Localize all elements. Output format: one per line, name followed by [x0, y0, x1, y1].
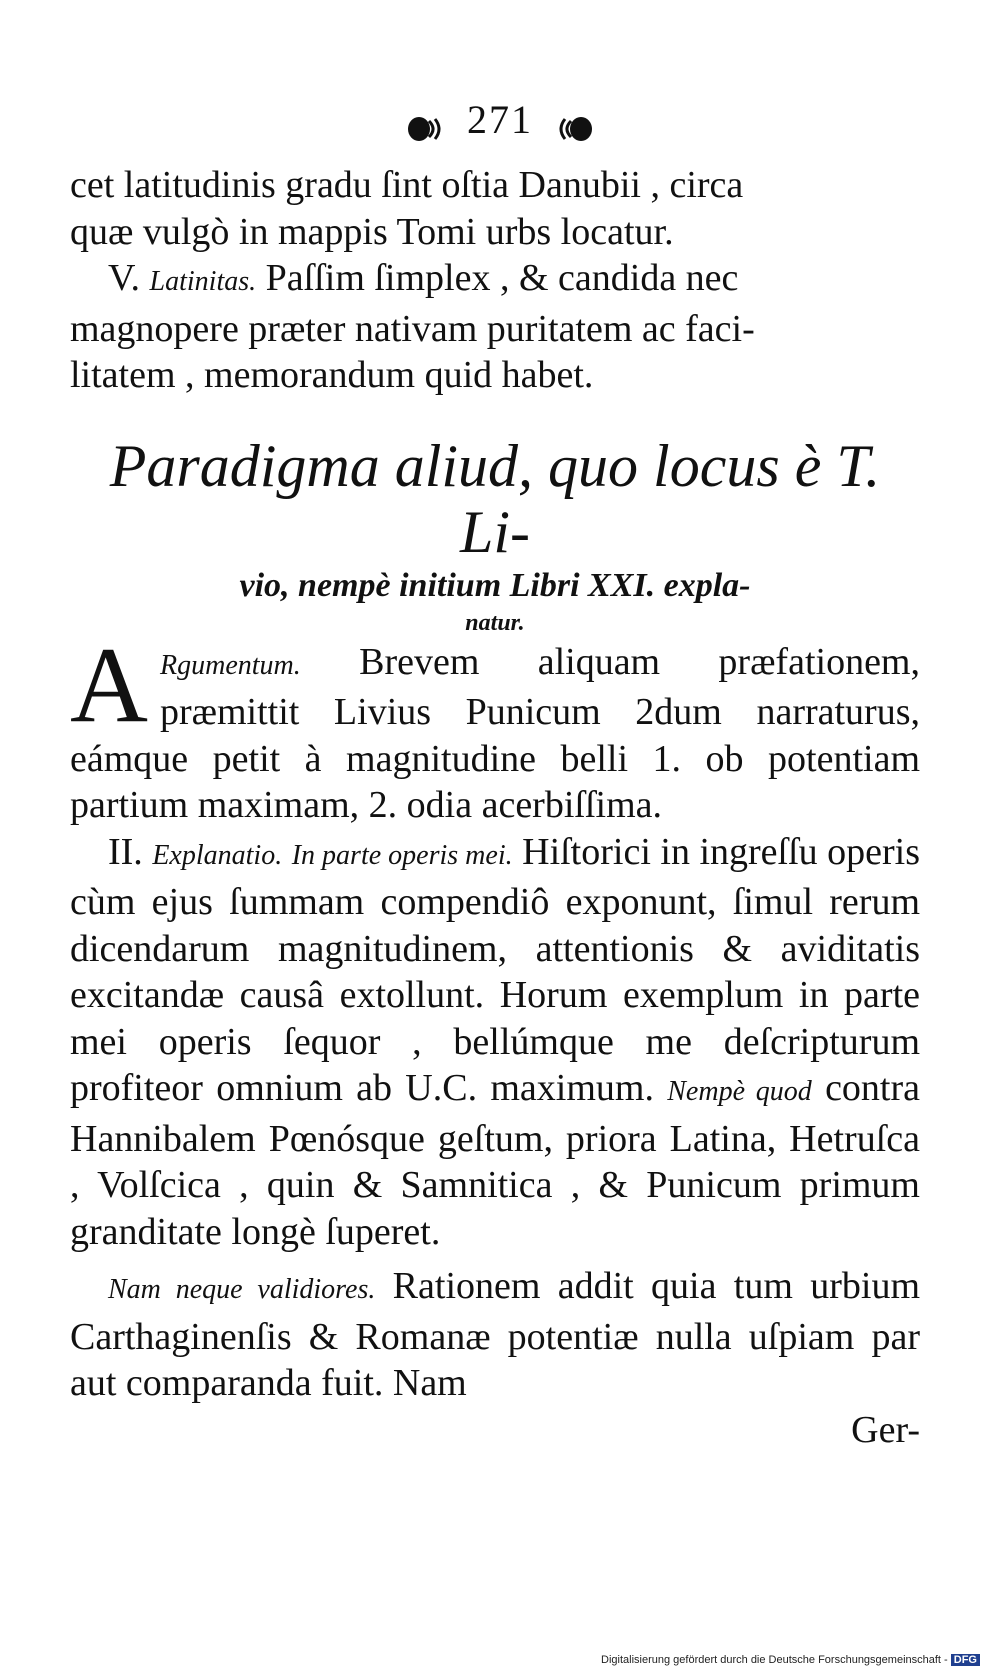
drop-cap: A — [70, 625, 148, 745]
nam-text: Rationem addit quia tum urbium Carthaginenſis & Romanæ potentiæ nulla uſpiam par aut comparanda fuit. Nam — [70, 1265, 920, 1404]
title-line-2: vio, nempè initium Libri XXI. expla- — [239, 566, 751, 604]
argument-paragraph — [70, 625, 920, 829]
text-line: cet latitudinis gradu ſint oſtia Danubii , circa — [70, 164, 744, 206]
explanation-paragraph — [70, 829, 920, 1256]
nam-paragraph — [70, 1263, 920, 1407]
footer-text: Digitalisierung gefördert durch die Deutsche Forschungsgemeinschaft - — [601, 1654, 948, 1666]
page-number: 271 — [467, 97, 533, 143]
explanation-number: II. — [108, 830, 143, 873]
page-header — [0, 92, 1000, 143]
catchword: Ger- — [851, 1408, 920, 1451]
explanation-text: Hiſtorici in ingreſſu operis cùm ejus ſummam compendiô exponunt, ſimul rerum dicendarum magnitudinem, attentionis & aviditatis excitandæ causâ extollunt. Horum exemplum in parte mei operis ſequor , bellúmque me deſcripturum profiteor omnium ab U.C. maximum. — [70, 830, 921, 1109]
title-line-1: Paradigma aliud, quo locus è T. Li- — [109, 432, 881, 565]
explanation-label: Explanatio. — [152, 839, 283, 871]
section-title — [70, 433, 920, 639]
argument-text: Brevem aliquam præfationem, præmittit Livius Punicum 2dum narraturus, eámque petit à magnitudine belli 1. ob potentiam partium maximam, 2. odia acerbiſſima. — [70, 640, 920, 826]
section-number: V. — [108, 257, 141, 299]
text-line: quæ vulgò in mappis Tomi urbs locatur. — [70, 210, 674, 253]
section-label: Latinitas. — [149, 266, 257, 297]
text-line: magnopere præter nativam puritatem ac faci- — [70, 307, 755, 350]
ornament-left-icon — [407, 106, 447, 134]
title-line-3: natur. — [465, 609, 525, 636]
explanation-text-2: contra Hannibalem Pœnósque geſtum, priora Latina, Hetruſca , Volſcica , quin & Samnitica , & Punicum primum granditate longè ſuperet. — [70, 1067, 921, 1253]
argument-label: Rgumentum. — [160, 649, 301, 681]
text-line: litatem , memorandum quid habet. — [70, 354, 594, 396]
section-text: Paſſim ſimplex , & candida nec — [265, 257, 739, 299]
dfg-logo: DFG — [951, 1654, 980, 1666]
section-v — [70, 255, 920, 306]
explanation-quote-2: Nempè quod — [667, 1076, 812, 1107]
page-body — [70, 162, 920, 1453]
explanation-quote: In parte operis mei. — [291, 839, 513, 871]
footer — [601, 1654, 980, 1666]
nam-quote: Nam neque validiores. — [108, 1274, 376, 1305]
ornament-right-icon — [553, 106, 593, 134]
